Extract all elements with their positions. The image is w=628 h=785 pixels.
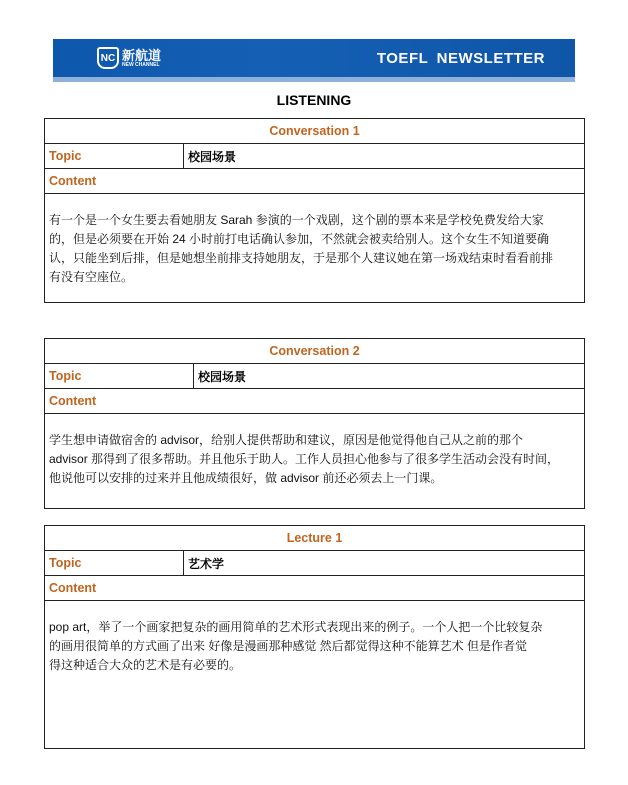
table-title: Lecture 1 <box>45 526 584 551</box>
content-line: 得这种适合大众的艺术是有必要的。 <box>49 658 242 672</box>
content-label: Content <box>49 394 97 408</box>
table-title: Conversation 1 <box>45 119 584 144</box>
content-body <box>45 194 584 302</box>
content-body <box>45 414 584 508</box>
new-channel-logo <box>97 47 161 69</box>
newsletter-title: TOEFL NEWSLETTER <box>376 50 545 67</box>
topic-row <box>45 551 584 576</box>
content-line: 的，但是必须要在开始 24 小时前打电话确认参加，不然就会被卖给别人。这个女生不知道要确 <box>49 232 550 246</box>
topic-value: 校园场景 <box>188 149 237 164</box>
content-label: Content <box>49 174 97 188</box>
content-label: Content <box>49 581 97 595</box>
section-title: LISTENING <box>276 92 352 108</box>
info-table <box>44 118 585 303</box>
logo-en: NEW CHANNEL <box>122 61 160 68</box>
topic-label: Topic <box>45 144 184 168</box>
content-body <box>45 601 584 748</box>
topic-label: Topic <box>45 364 194 388</box>
content-line: pop art，举了一个画家把复杂的画用简单的艺术形式表现出来的例子。一个人把一个比较复杂 <box>49 620 543 634</box>
table-title: Conversation 2 <box>45 339 584 364</box>
content-line: 有一个是一个女生要去看她朋友 Sarah 参演的一个戏剧，这个剧的票本来是学校免费发给大家 <box>49 213 544 227</box>
newsletter-banner <box>53 39 575 82</box>
info-table <box>44 338 585 509</box>
content-row <box>45 576 584 601</box>
content-line: 认，只能坐到后排，但是她想坐前排支持她朋友，于是那个人建议她在第一场戏结束时看看前排 <box>49 251 554 265</box>
topic-value: 艺术学 <box>188 556 225 571</box>
content-row <box>45 389 584 414</box>
content-line: 他说他可以安排的过来并且他成绩很好，做 advisor 前还必须去上一门课。 <box>49 471 443 485</box>
topic-label: Topic <box>45 551 184 575</box>
content-row <box>45 169 584 194</box>
content-line: 有没有空座位。 <box>49 270 134 284</box>
info-table <box>44 525 585 749</box>
topic-value: 校园场景 <box>198 369 247 384</box>
topic-row <box>45 364 584 389</box>
logo-mark: NC <box>97 47 119 69</box>
content-line: 学生想申请做宿舍的 advisor，给别人提供帮助和建议，原因是他觉得他自己从之前的那个 <box>49 433 524 447</box>
content-line: advisor 那得到了很多帮助。并且他乐于助人。工作人员担心他参与了很多学生活动会没有时间， <box>49 452 560 466</box>
content-line: 的画用很简单的方式画了出来 好像是漫画那种感觉 然后都觉得这种不能算艺术 但是作者觉 <box>49 639 528 653</box>
logo-cn: 新航道 <box>122 47 162 63</box>
topic-row <box>45 144 584 169</box>
